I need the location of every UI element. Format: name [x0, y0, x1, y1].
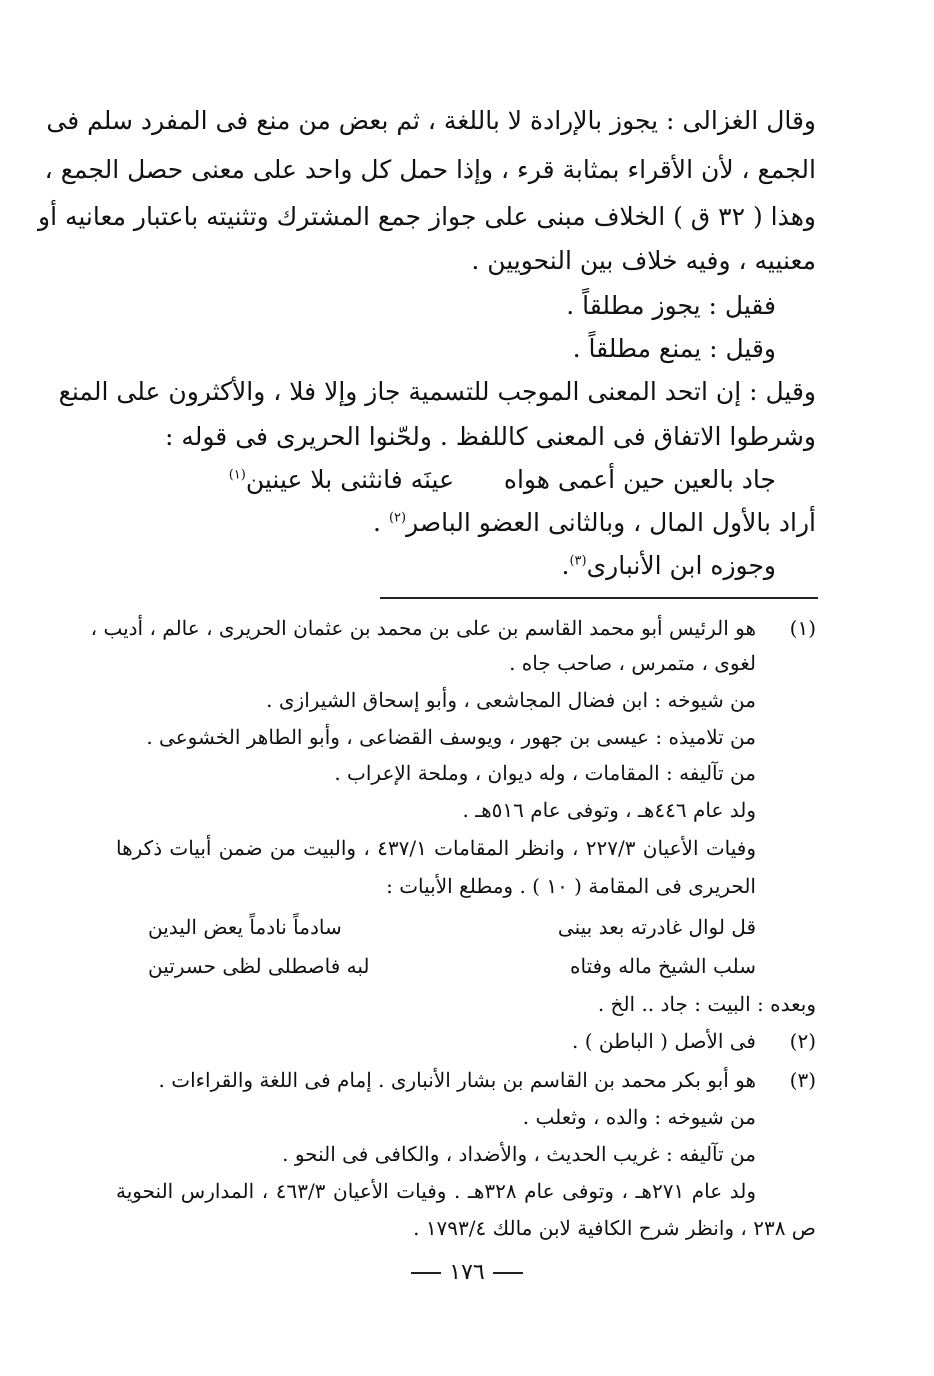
main-text-last-line	[562, 549, 777, 583]
page-number-dash-right	[493, 1272, 523, 1274]
footnote-3-line-5: ص ٢٣٨ ، وانظر شرح الكافية لابن مالك ١٧٩٣/٤ .	[413, 1216, 816, 1240]
main-verse-second-text: عينَه فانثنى بلا عينين	[245, 465, 454, 494]
footnote-ref-1: (١)	[228, 467, 246, 483]
footnote-3-line-3: من تآليفه : غريب الحديث ، والأضداد ، والكافى فى النحو .	[282, 1142, 756, 1166]
main-text-line-8: وشرطوا الاتفاق فى المعنى كاللفظ . ولحّنوا الحريرى فى قوله :	[165, 422, 816, 451]
footnote-1-line-3: من شيوخه : ابن فضال المجاشعى ، وأبو إسحاق الشيرازى .	[266, 688, 756, 712]
footnote-ref-2: (٢)	[388, 510, 407, 526]
main-text-line-2: الجمع ، لأن الأقراء بمثابة قرء ، وإذا حمل كل واحد على معنى حصل الجمع ،	[44, 155, 816, 184]
main-text-line-after-verse	[373, 506, 816, 540]
footnote-3-number: (٣)	[789, 1068, 816, 1092]
main-text-line-1: وقال الغزالى : يجوز بالإرادة لا باللغة ، ثم بعض من منع فى المفرد سلم فى	[46, 106, 816, 135]
footnote-1-after: وبعده : البيت : جاد .. الخ .	[597, 992, 816, 1016]
main-text-line-5: فقيل : يجوز مطلقاً .	[566, 291, 776, 320]
last-line-end: .	[561, 551, 570, 580]
main-verse-second-hemistich	[229, 463, 454, 497]
footnote-1-line-4: من تلاميذه : عيسى بن جهور ، ويوسف القضاعى ، وأبو الطاهر الخشوعى .	[146, 725, 756, 749]
footnote-1-line-5: من تآليفه : المقامات ، وله ديوان ، وملحة الإعراب .	[334, 761, 756, 785]
footnote-separator	[380, 597, 818, 599]
footnote-2-text: فى الأصل ( الباطن ) .	[572, 1029, 756, 1053]
page-number-text: ١٧٦	[449, 1260, 485, 1285]
footnote-3-line-4: ولد عام ٢٧١هـ ، وتوفى عام ٣٢٨هـ . وفيات الأعيان ٤٦٣/٣ ، المدارس النحوية	[116, 1179, 756, 1203]
after-verse-text: أراد بالأول المال ، وبالثانى العضو الباصر	[406, 508, 816, 537]
footnote-1-verse-2-second: لبه فاصطلى لظى حسرتين	[148, 954, 370, 978]
page-number	[0, 1258, 934, 1288]
footnote-1-line-8: الحريرى فى المقامة ( ١٠ ) . ومطلع الأبيات :	[386, 874, 756, 898]
footnote-2-number: (٢)	[789, 1029, 816, 1053]
main-text-line-7: وقيل : إن اتحد المعنى الموجب للتسمية جاز وإلا فلا ، والأكثرون على المنع	[58, 377, 816, 406]
footnote-1-verse-1-first: قل لوال غادرته بعد بينى	[557, 915, 756, 939]
main-verse-first-hemistich: جاد بالعين حين أعمى هواه	[503, 465, 776, 494]
footnote-1-line-6: ولد عام ٤٤٦هـ ، وتوفى عام ٥١٦هـ .	[462, 798, 756, 822]
footnote-1-line-7: وفيات الأعيان ٢٢٧/٣ ، وانظر المقامات ٤٣٧/١ ، والبيت من ضمن أبيات ذكرها	[116, 836, 756, 860]
footnote-1-number: (١)	[789, 616, 816, 640]
footnote-1-verse-1-second: سادماً نادماً يعض اليدين	[148, 915, 342, 939]
footnote-1-line-1: هو الرئيس أبو محمد القاسم بن على بن محمد بن عثمان الحريرى ، عالم ، أديب ،	[90, 616, 756, 640]
main-text-line-4: معنييه ، وفيه خلاف بين النحويين .	[471, 246, 816, 275]
main-text-line-6: وقيل : يمنع مطلقاً .	[572, 334, 776, 363]
last-line-text: وجوزه ابن الأنبارى	[586, 551, 776, 580]
main-text-line-3: وهذا ( ٣٢ ق ) الخلاف مبنى على جواز جمع المشترك وتثنيته باعتبار معانيه أو	[38, 202, 816, 231]
footnote-ref-3: (٣)	[569, 553, 587, 569]
page-number-dash-left	[411, 1272, 441, 1274]
footnote-1-line-2: لغوى ، متمرس ، صاحب جاه .	[509, 651, 756, 675]
footnote-3-line-1: هو أبو بكر محمد بن القاسم بن بشار الأنبارى . إمام فى اللغة والقراءات .	[158, 1068, 756, 1092]
after-verse-end: .	[373, 508, 389, 537]
footnote-3-line-2: من شيوخه : والده ، وثعلب .	[522, 1105, 756, 1129]
footnote-1-verse-2-first: سلب الشيخ ماله وفتاه	[570, 954, 756, 978]
